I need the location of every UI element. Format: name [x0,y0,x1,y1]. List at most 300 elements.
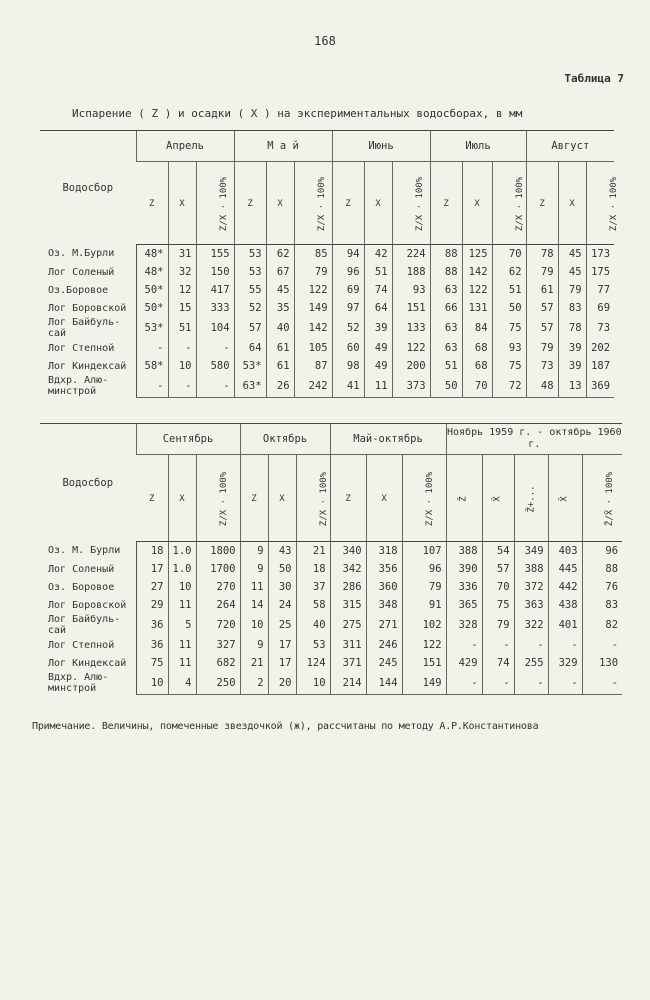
value-cell: 51 [492,281,526,299]
subheader-label: Z/X · 100% [218,176,229,231]
subheader-cell [514,455,548,542]
value-cell: 97 [332,299,364,317]
table-row [40,317,614,339]
value-cell: 133 [392,317,430,339]
value-cell: 20 [268,672,296,694]
value-cell: 17 [268,636,296,654]
table-row [40,263,614,281]
value-cell: 66 [430,299,462,317]
subheader-label: X [375,198,381,209]
value-cell: 188 [392,263,430,281]
value-cell: 69 [332,281,364,299]
value-cell: 17 [136,560,168,578]
table-caption: Испарение ( Z ) и осадки ( X ) на экспериментальных водосборах, в мм [72,107,523,120]
value-cell: 68 [462,357,492,375]
value-cell: 202 [586,339,614,357]
value-cell: 85 [294,245,332,264]
value-cell: 58* [136,357,168,375]
page-number: 168 [314,34,336,48]
value-cell: 340 [330,542,366,561]
value-cell: 327 [196,636,240,654]
row-name: Лог Соленый [48,266,115,278]
subheader-cell [332,162,364,245]
value-cell: 224 [392,245,430,264]
subheader-label: Z̄+... [526,484,537,513]
row-name: Лог Боровской [48,599,127,611]
value-cell: 356 [366,560,402,578]
value-cell: - [582,636,622,654]
value-cell: 144 [366,672,402,694]
subheader-label: Z [247,198,253,209]
value-cell: 30 [268,578,296,596]
subheader-label: X [279,493,285,504]
value-cell: 42 [364,245,392,264]
subheader-label: Z̄ [459,495,470,502]
value-cell: 57 [526,317,558,339]
value-cell: 390 [446,560,482,578]
value-cell: 74 [364,281,392,299]
value-cell: 122 [392,339,430,357]
value-cell: 328 [446,614,482,636]
value-cell: 10 [136,672,168,694]
value-cell: - [168,339,196,357]
subheader-label: X [179,493,185,504]
value-cell: 55 [234,281,266,299]
value-cell: 43 [268,542,296,561]
value-cell: 75 [492,357,526,375]
value-cell: 372 [514,578,548,596]
value-cell: 329 [548,654,582,672]
subheader-label: Z/X · 100% [218,471,229,526]
subheader-cell [196,162,234,245]
value-cell: 77 [586,281,614,299]
subheader-cell [234,162,266,245]
value-cell: 155 [196,245,234,264]
value-cell: 58 [296,596,330,614]
value-cell: 50* [136,281,168,299]
value-cell: 173 [586,245,614,264]
value-cell: 76 [582,578,622,596]
value-cell: 91 [402,596,446,614]
value-cell: 87 [294,357,332,375]
corner-header: Водосбор [40,424,136,542]
value-cell: 11 [364,375,392,397]
value-cell: 9 [240,560,268,578]
value-cell: 79 [294,263,332,281]
value-cell: 5 [168,614,196,636]
value-cell: 18 [296,560,330,578]
value-cell: 104 [196,317,234,339]
value-cell: 149 [402,672,446,694]
corner-header: Водосбор [40,131,136,245]
value-cell: 57 [526,299,558,317]
value-cell: 50 [430,375,462,397]
table-row [40,560,622,578]
month-header: Июнь [332,131,430,162]
subheader-cell [402,455,446,542]
row-name: Лог Степной [48,639,115,651]
value-cell: 1.0 [168,542,196,561]
value-cell: 79 [402,578,446,596]
value-cell: 57 [482,560,514,578]
value-cell: 51 [364,263,392,281]
value-cell: 39 [558,339,586,357]
value-cell: 122 [294,281,332,299]
subheader-cell [240,455,268,542]
value-cell: 13 [558,375,586,397]
value-cell: 36 [136,636,168,654]
value-cell: 360 [366,578,402,596]
value-cell: 175 [586,263,614,281]
subheader-label: Z [251,493,257,504]
value-cell: 49 [364,339,392,357]
value-cell: 348 [366,596,402,614]
value-cell: 580 [196,357,234,375]
row-name: Лог Байбуль-сай [48,317,121,339]
value-cell: 96 [332,263,364,281]
value-cell: 24 [268,596,296,614]
value-cell: 2 [240,672,268,694]
subheader-label: X [381,493,387,504]
subheader-cell [136,455,168,542]
value-cell: 682 [196,654,240,672]
value-cell: 21 [240,654,268,672]
value-cell: 10 [240,614,268,636]
subheader-cell [136,162,168,245]
value-cell: 11 [168,596,196,614]
value-cell: 41 [332,375,364,397]
row-name: Оз. М.Бурли [48,248,115,260]
value-cell: 45 [558,263,586,281]
footnote: Примечание. Величины, помеченные звездочкой (ж), рассчитаны по методу А.Р.Константинова [32,721,539,732]
value-cell: 70 [462,375,492,397]
table-row [40,596,622,614]
month-header: Апрель [136,131,234,162]
value-cell: 264 [196,596,240,614]
month-header: Октябрь [240,424,330,455]
value-cell: 70 [492,245,526,264]
value-cell: 286 [330,578,366,596]
value-cell: 54 [482,542,514,561]
value-cell: 15 [168,299,196,317]
value-cell: - [482,672,514,694]
subheader-label: X̄ [560,495,571,502]
subheader-label: Z/X · 100% [424,471,435,526]
value-cell: 151 [402,654,446,672]
value-cell: 187 [586,357,614,375]
value-cell: 242 [294,375,332,397]
value-cell: 88 [582,560,622,578]
subheader-label: Z/X · 100% [318,471,329,526]
subheader-label: Z/X · 100% [414,176,425,231]
table-row [40,339,614,357]
subheader-cell [294,162,332,245]
value-cell: 62 [266,245,294,264]
value-cell: 246 [366,636,402,654]
value-cell: 36 [136,614,168,636]
value-cell: 442 [548,578,582,596]
month-header: Сентябрь [136,424,240,455]
value-cell: 62 [492,263,526,281]
subheader-label: Z/X · 100% [316,176,327,231]
value-cell: 75 [492,317,526,339]
value-cell: 53 [296,636,330,654]
value-cell: 11 [168,654,196,672]
value-cell: 11 [168,636,196,654]
value-cell: 122 [402,636,446,654]
value-cell: 82 [582,614,622,636]
value-cell: 78 [558,317,586,339]
value-cell: 79 [482,614,514,636]
value-cell: 11 [240,578,268,596]
value-cell: 318 [366,542,402,561]
value-cell: - [196,339,234,357]
month-header: Май-октябрь [330,424,446,455]
subheader-cell [482,455,514,542]
value-cell: 32 [168,263,196,281]
value-cell: 18 [136,542,168,561]
value-cell: - [548,672,582,694]
value-cell: 84 [462,317,492,339]
value-cell: 270 [196,578,240,596]
row-name: Лог Байбуль-сай [48,614,121,636]
row-name: Лог Киндексай [48,657,127,669]
subheader-cell [366,455,402,542]
month-header: М а й [234,131,332,162]
subheader-cell [266,162,294,245]
value-cell: - [168,375,196,397]
value-cell: 245 [366,654,402,672]
value-cell: 68 [462,339,492,357]
value-cell: 61 [266,357,294,375]
value-cell: 64 [364,299,392,317]
table-row [40,542,622,561]
value-cell: 73 [586,317,614,339]
value-cell: 37 [296,578,330,596]
value-cell: 98 [332,357,364,375]
value-cell: 60 [332,339,364,357]
value-cell: 39 [558,357,586,375]
value-cell: 48 [526,375,558,397]
value-cell: 369 [586,375,614,397]
value-cell: 9 [240,636,268,654]
value-cell: 75 [482,596,514,614]
subheader-cell [586,162,619,245]
value-cell: 35 [266,299,294,317]
evaporation-table-1 [40,130,619,398]
value-cell: 10 [168,357,196,375]
value-cell: 31 [168,245,196,264]
row-name: Лог Соленый [48,563,115,575]
row-name: Лог Киндексай [48,360,127,372]
value-cell: 96 [402,560,446,578]
month-header: Август [526,131,614,162]
subheader-cell [492,162,526,245]
value-cell: 70 [482,578,514,596]
value-cell: 17 [268,654,296,672]
value-cell: 275 [330,614,366,636]
value-cell: 57 [234,317,266,339]
subheader-cell [196,455,240,542]
value-cell: 142 [294,317,332,339]
value-cell: 4 [168,672,196,694]
row-name: Вдхр. Алю-минстрой [48,672,109,694]
value-cell: 53 [234,245,266,264]
subheader-label: Z [345,198,351,209]
value-cell: 61 [526,281,558,299]
value-cell: 67 [266,263,294,281]
value-cell: 51 [168,317,196,339]
subheader-label: Z [345,493,351,504]
value-cell: 63* [234,375,266,397]
value-cell: 88 [430,263,462,281]
subheader-cell [446,455,482,542]
value-cell: 125 [462,245,492,264]
value-cell: 63 [430,317,462,339]
value-cell: 45 [266,281,294,299]
subheader-cell [330,455,366,542]
value-cell: 50 [268,560,296,578]
subheader-cell [364,162,392,245]
value-cell: 88 [430,245,462,264]
value-cell: 79 [558,281,586,299]
value-cell: 79 [526,339,558,357]
subheader-label: X [277,198,283,209]
value-cell: 102 [402,614,446,636]
value-cell: 150 [196,263,234,281]
value-cell: 322 [514,614,548,636]
value-cell: 64 [234,339,266,357]
value-cell: 26 [266,375,294,397]
value-cell: 78 [526,245,558,264]
value-cell: 93 [392,281,430,299]
value-cell: 349 [514,542,548,561]
table-row [40,299,614,317]
value-cell: 445 [548,560,582,578]
value-cell: 365 [446,596,482,614]
subheader-label: Z [149,493,155,504]
value-cell: 363 [514,596,548,614]
month-header: Ноябрь 1959 г. - октябрь 1960 г. [446,424,622,455]
value-cell: 14 [240,596,268,614]
value-cell: - [514,672,548,694]
value-cell: - [514,636,548,654]
value-cell: 149 [294,299,332,317]
value-cell: 403 [548,542,582,561]
subheader-cell [548,455,582,542]
value-cell: 49 [364,357,392,375]
value-cell: 438 [548,596,582,614]
subheader-label: Z [149,198,155,209]
value-cell: 40 [296,614,330,636]
table-row [40,636,622,654]
value-cell: 342 [330,560,366,578]
table-row [40,672,622,694]
value-cell: 72 [492,375,526,397]
value-cell: 96 [582,542,622,561]
row-name: Вдхр. Алю-минстрой [48,375,109,397]
value-cell: 40 [266,317,294,339]
value-cell: 333 [196,299,234,317]
value-cell: 53 [234,263,266,281]
table-row [40,357,614,375]
table-row [40,281,614,299]
value-cell: 53* [234,357,266,375]
subheader-label: Z̄/X̄ · 100% [604,471,615,526]
value-cell: - [446,636,482,654]
value-cell: 9 [240,542,268,561]
value-cell: 388 [446,542,482,561]
subheader-label: Z/X · 100% [514,176,525,231]
value-cell: 48* [136,245,168,264]
value-cell: 25 [268,614,296,636]
value-cell: 39 [364,317,392,339]
value-cell: - [196,375,234,397]
value-cell: 69 [586,299,614,317]
value-cell: - [136,375,168,397]
value-cell: 63 [430,281,462,299]
row-name: Лог Степной [48,342,115,354]
value-cell: 1700 [196,560,240,578]
subheader-cell [526,162,558,245]
value-cell: 50* [136,299,168,317]
subheader-cell [296,455,330,542]
subheader-cell [392,162,430,245]
table-row [40,578,622,596]
value-cell: - [446,672,482,694]
row-name: Оз. М. Бурли [48,545,121,557]
row-name: Лог Боровской [48,302,127,314]
value-cell: 250 [196,672,240,694]
subheader-label: X [474,198,480,209]
evaporation-table-2 [40,423,622,695]
value-cell: 83 [558,299,586,317]
subheader-label: X [569,198,575,209]
value-cell: 130 [582,654,622,672]
subheader-label: Z [539,198,545,209]
value-cell: 429 [446,654,482,672]
value-cell: 10 [296,672,330,694]
value-cell: 371 [330,654,366,672]
value-cell: 75 [136,654,168,672]
table-row [40,245,614,264]
value-cell: 315 [330,596,366,614]
value-cell: 200 [392,357,430,375]
value-cell: - [136,339,168,357]
subheader-cell [268,455,296,542]
value-cell: 83 [582,596,622,614]
value-cell: 52 [234,299,266,317]
subheader-cell [168,162,196,245]
table-row [40,654,622,672]
subheader-label: Z [443,198,449,209]
value-cell: 52 [332,317,364,339]
value-cell: 336 [446,578,482,596]
subheader-label: Z/X · 100% [608,176,619,231]
value-cell: 27 [136,578,168,596]
value-cell: - [582,672,622,694]
month-header: Июль [430,131,526,162]
value-cell: - [482,636,514,654]
value-cell: 255 [514,654,548,672]
value-cell: 53* [136,317,168,339]
value-cell: 142 [462,263,492,281]
value-cell: 720 [196,614,240,636]
value-cell: 50 [492,299,526,317]
subheader-cell [430,162,462,245]
value-cell: 214 [330,672,366,694]
value-cell: 271 [366,614,402,636]
